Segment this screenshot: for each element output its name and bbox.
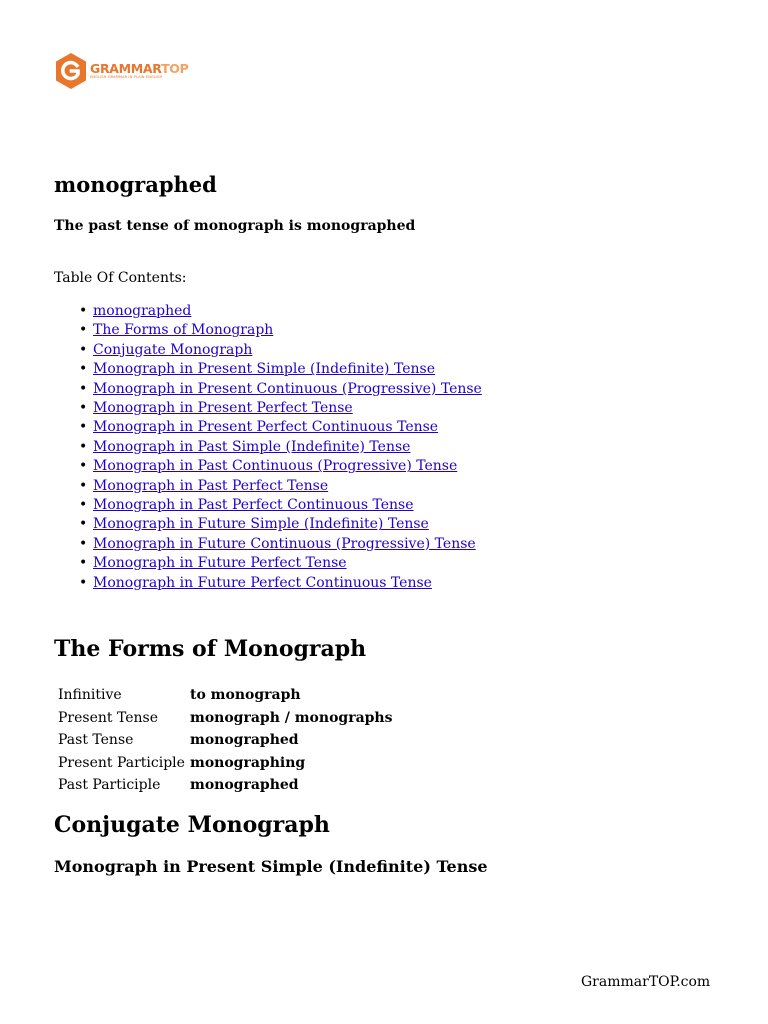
toc-link-future-perfect-continuous[interactable]: Monograph in Future Perfect Continuous Tense	[93, 574, 432, 591]
toc-label: Table Of Contents:	[54, 270, 187, 286]
site-logo[interactable]	[54, 52, 189, 90]
toc-item	[93, 496, 482, 515]
toc-link-past-perfect[interactable]: Monograph in Past Perfect Tense	[93, 477, 329, 494]
toc-link-conjugate[interactable]: Conjugate Monograph	[93, 341, 253, 358]
logo-name	[90, 62, 189, 75]
toc-item	[93, 554, 482, 573]
form-label: Past Tense	[58, 732, 134, 749]
logo-name-top: TOP	[161, 61, 189, 76]
form-label: Present Tense	[58, 709, 158, 726]
form-value: monograph / monographs	[190, 709, 393, 726]
toc-link-past-perfect-continuous[interactable]: Monograph in Past Perfect Continuous Tense	[93, 497, 414, 514]
page-subtitle: The past tense of monograph is monographed	[54, 218, 416, 234]
table-row	[58, 729, 393, 752]
toc-item	[93, 418, 482, 437]
present-simple-heading: Monograph in Present Simple (Indefinite) Tense	[54, 857, 488, 876]
form-value: monographing	[190, 754, 306, 771]
form-value: monographed	[190, 732, 299, 749]
logo-name-grammar: GRAMMAR	[90, 61, 162, 76]
logo-tagline: ENGLISH GRAMMAR IN PLAIN ENGLISH	[90, 75, 163, 79]
toc-item	[93, 302, 482, 321]
logo-wordmark	[90, 62, 189, 80]
toc-link-forms[interactable]: The Forms of Monograph	[93, 322, 274, 339]
form-value: to monograph	[190, 687, 301, 704]
grammartop-logo-icon	[54, 52, 88, 90]
toc-item	[93, 574, 482, 593]
table-row	[58, 707, 393, 730]
forms-heading: The Forms of Monograph	[54, 636, 367, 662]
toc-link-past-continuous[interactable]: Monograph in Past Continuous (Progressive) Tense	[93, 458, 458, 475]
form-value: monographed	[190, 777, 299, 794]
form-label: Past Participle	[58, 777, 161, 794]
toc-item	[93, 457, 482, 476]
toc-item	[93, 438, 482, 457]
footer-site-name: GrammarTOP.com	[581, 974, 711, 990]
toc-link-present-continuous[interactable]: Monograph in Present Continuous (Progressive) Tense	[93, 380, 482, 397]
toc-link-monographed[interactable]: monographed	[93, 303, 192, 319]
toc-link-present-simple[interactable]: Monograph in Present Simple (Indefinite) Tense	[93, 361, 435, 378]
toc-item	[93, 399, 482, 418]
toc-item	[93, 515, 482, 534]
toc-item	[93, 535, 482, 554]
form-label: Present Participle	[58, 754, 185, 771]
toc-item	[93, 360, 482, 379]
toc-link-future-continuous[interactable]: Monograph in Future Continuous (Progressive) Tense	[93, 535, 476, 552]
table-row	[58, 684, 393, 707]
toc-item	[93, 380, 482, 399]
toc-link-past-simple[interactable]: Monograph in Past Simple (Indefinite) Tense	[93, 438, 411, 455]
table-row	[58, 752, 393, 775]
toc-item	[93, 321, 482, 340]
toc-link-future-perfect[interactable]: Monograph in Future Perfect Tense	[93, 555, 347, 572]
toc-link-present-perfect-continuous[interactable]: Monograph in Present Perfect Continuous Tense	[93, 419, 439, 436]
page-title: monographed	[54, 172, 217, 197]
toc-link-future-simple[interactable]: Monograph in Future Simple (Indefinite) Tense	[93, 516, 429, 533]
table-row	[58, 774, 393, 797]
toc-item	[93, 341, 482, 360]
toc-item	[93, 477, 482, 496]
table-of-contents	[54, 302, 482, 593]
toc-link-present-perfect[interactable]: Monograph in Present Perfect Tense	[93, 400, 353, 417]
verb-forms-table	[58, 684, 393, 797]
conjugate-heading: Conjugate Monograph	[54, 812, 330, 838]
form-label: Infinitive	[58, 687, 122, 704]
